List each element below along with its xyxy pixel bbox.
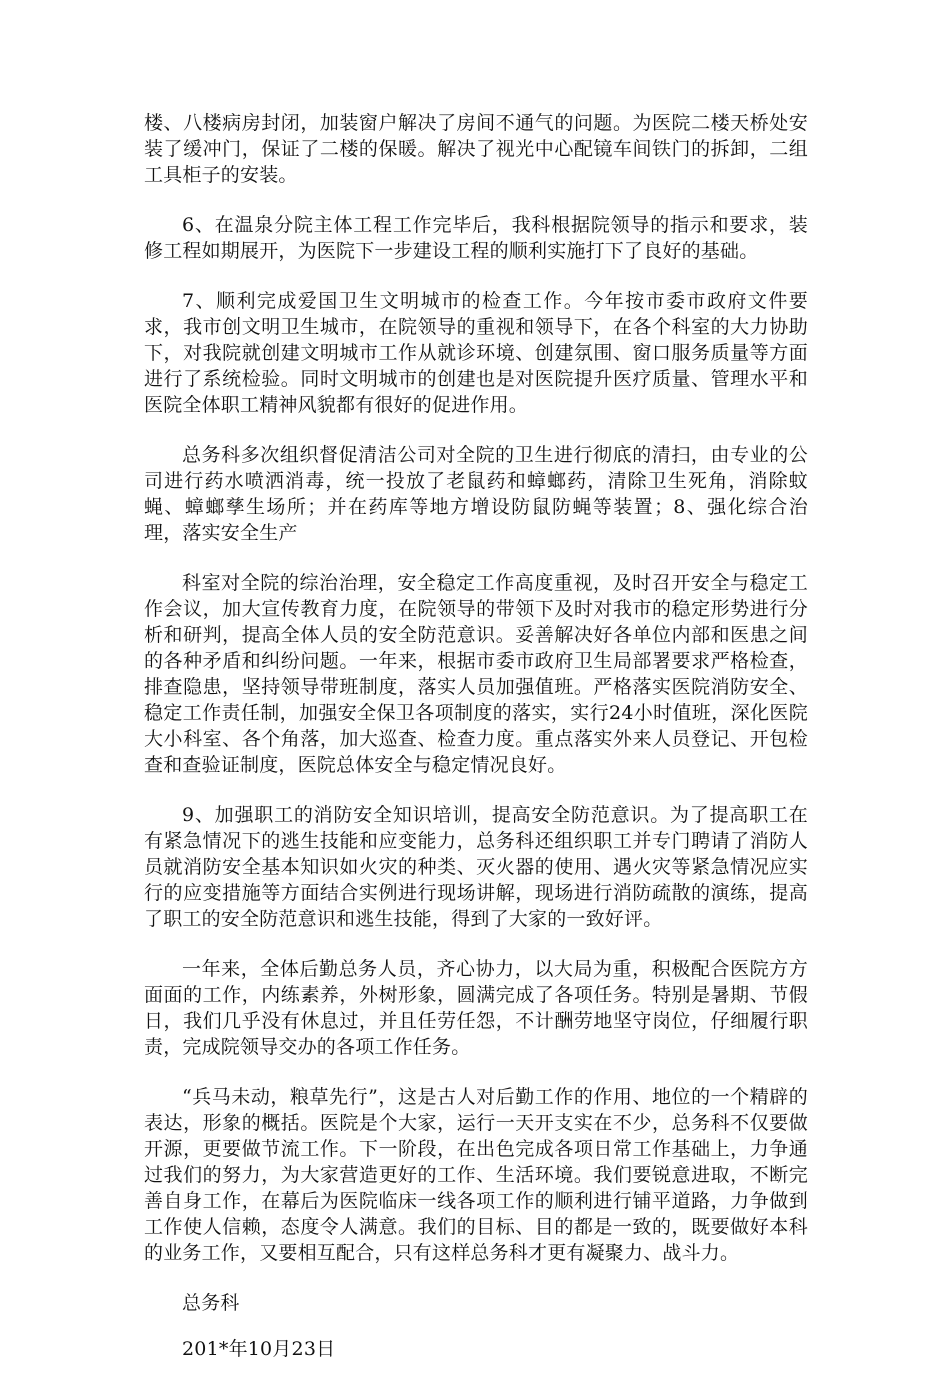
paragraph-item-7: 7、顺利完成爱国卫生文明城市的检查工作。今年按市委市政府文件要求，我市创文明卫生城市，在院领导的重视和领导下，在各个科室的大力协助下，对我院就创建文明城市工作从就诊环境、创建氛围、窗口服务质量等方面进行了系统检验。同时文明城市的创建也是对医院提升医疗质量、管理水平和医院全体职工精神风貌都有很好的促进作用。	[144, 290, 808, 416]
paragraph-conclusion: “兵马未动，粮草先行”，这是古人对后勤工作的作用、地位的一个精辟的表达，形象的概括。医院是个大家，运行一天开支实在不少，总务科不仅要做开源，更要做节流工作。下一阶段，在出色完成各项日常工作基础上，力争通过我们的努力，为大家营造更好的工作、生活环境。我们要锐意进取，不断完善自身工作，在幕后为医院临床一线各项工作的顺利进行铺平道路，力争做到工作使人信赖，态度令人满意。我们的目标、目的都是一致的，既要做好本科的业务工作，又要相互配合，只有这样总务科才更有凝聚力、战斗力。	[144, 1086, 808, 1264]
signature: 总务科	[182, 1292, 240, 1314]
paragraph-item-9: 9、加强职工的消防安全知识培训，提高安全防范意识。为了提高职工在有紧急情况下的逃生技能和应变能力，总务科还组织职工并专门聘请了消防人员就消防安全基本知识如火灾的种类、灭火器的使用、遇火灾等紧急情况应实行的应变措施等方面结合实例进行现场讲解，现场进行消防疏散的演练，提高了职工的安全防范意识和逃生技能，得到了大家的一致好评。	[144, 804, 808, 930]
paragraph-year-summary: 一年来，全体后勤总务人员，齐心协力，以大局为重，积极配合医院方方面面的工作，内练素养，外树形象，圆满完成了各项任务。特别是暑期、节假日，我们几乎没有休息过，并且任劳任怨，不计酬劳地坚守岗位，仔细履行职责，完成院领导交办的各项工作任务。	[144, 958, 808, 1058]
paragraph-item-6: 6、在温泉分院主体工程工作完毕后，我科根据院领导的指示和要求，装修工程如期展开，为医院下一步建设工程的顺利实施打下了良好的基础。	[144, 214, 808, 262]
document-date: 201*年10月23日	[182, 1338, 336, 1360]
paragraph-continuation: 楼、八楼病房封闭，加装窗户解决了房间不通气的问题。为医院二楼天桥处安装了缓冲门，保证了二楼的保暖。解决了视光中心配镜车间铁门的拆卸，二组工具柜子的安装。	[144, 112, 808, 186]
paragraph-safety: 科室对全院的综治治理，安全稳定工作高度重视，及时召开安全与稳定工作会议，加大宣传教育力度，在院领导的带领下及时对我市的稳定形势进行分析和研判，提高全体人员的安全防范意识。妥善解决好各单位内部和医患之间的各种矛盾和纠纷问题。一年来，根据市委市政府卫生局部署要求严格检查，排查隐患，坚持领导带班制度，落实人员加强值班。严格落实医院消防安全、稳定工作责任制，加强安全保卫各项制度的落实，实行24小时值班，深化医院大小科室、各个角落，加大巡查、检查力度。重点落实外来人员登记、开包检查和查验证制度，医院总体安全与稳定情况良好。	[144, 572, 808, 776]
document-page	[144, 110, 808, 1382]
paragraph-sanitation: 总务科多次组织督促清洁公司对全院的卫生进行彻底的清扫，由专业的公司进行药水喷洒消毒，统一投放了老鼠药和蟑螂药，清除卫生死角，消除蚊蝇、蟑螂孳生场所；并在药库等地方增设防鼠防蝇等装置；8、强化综合治理，落实安全生产	[144, 444, 808, 544]
